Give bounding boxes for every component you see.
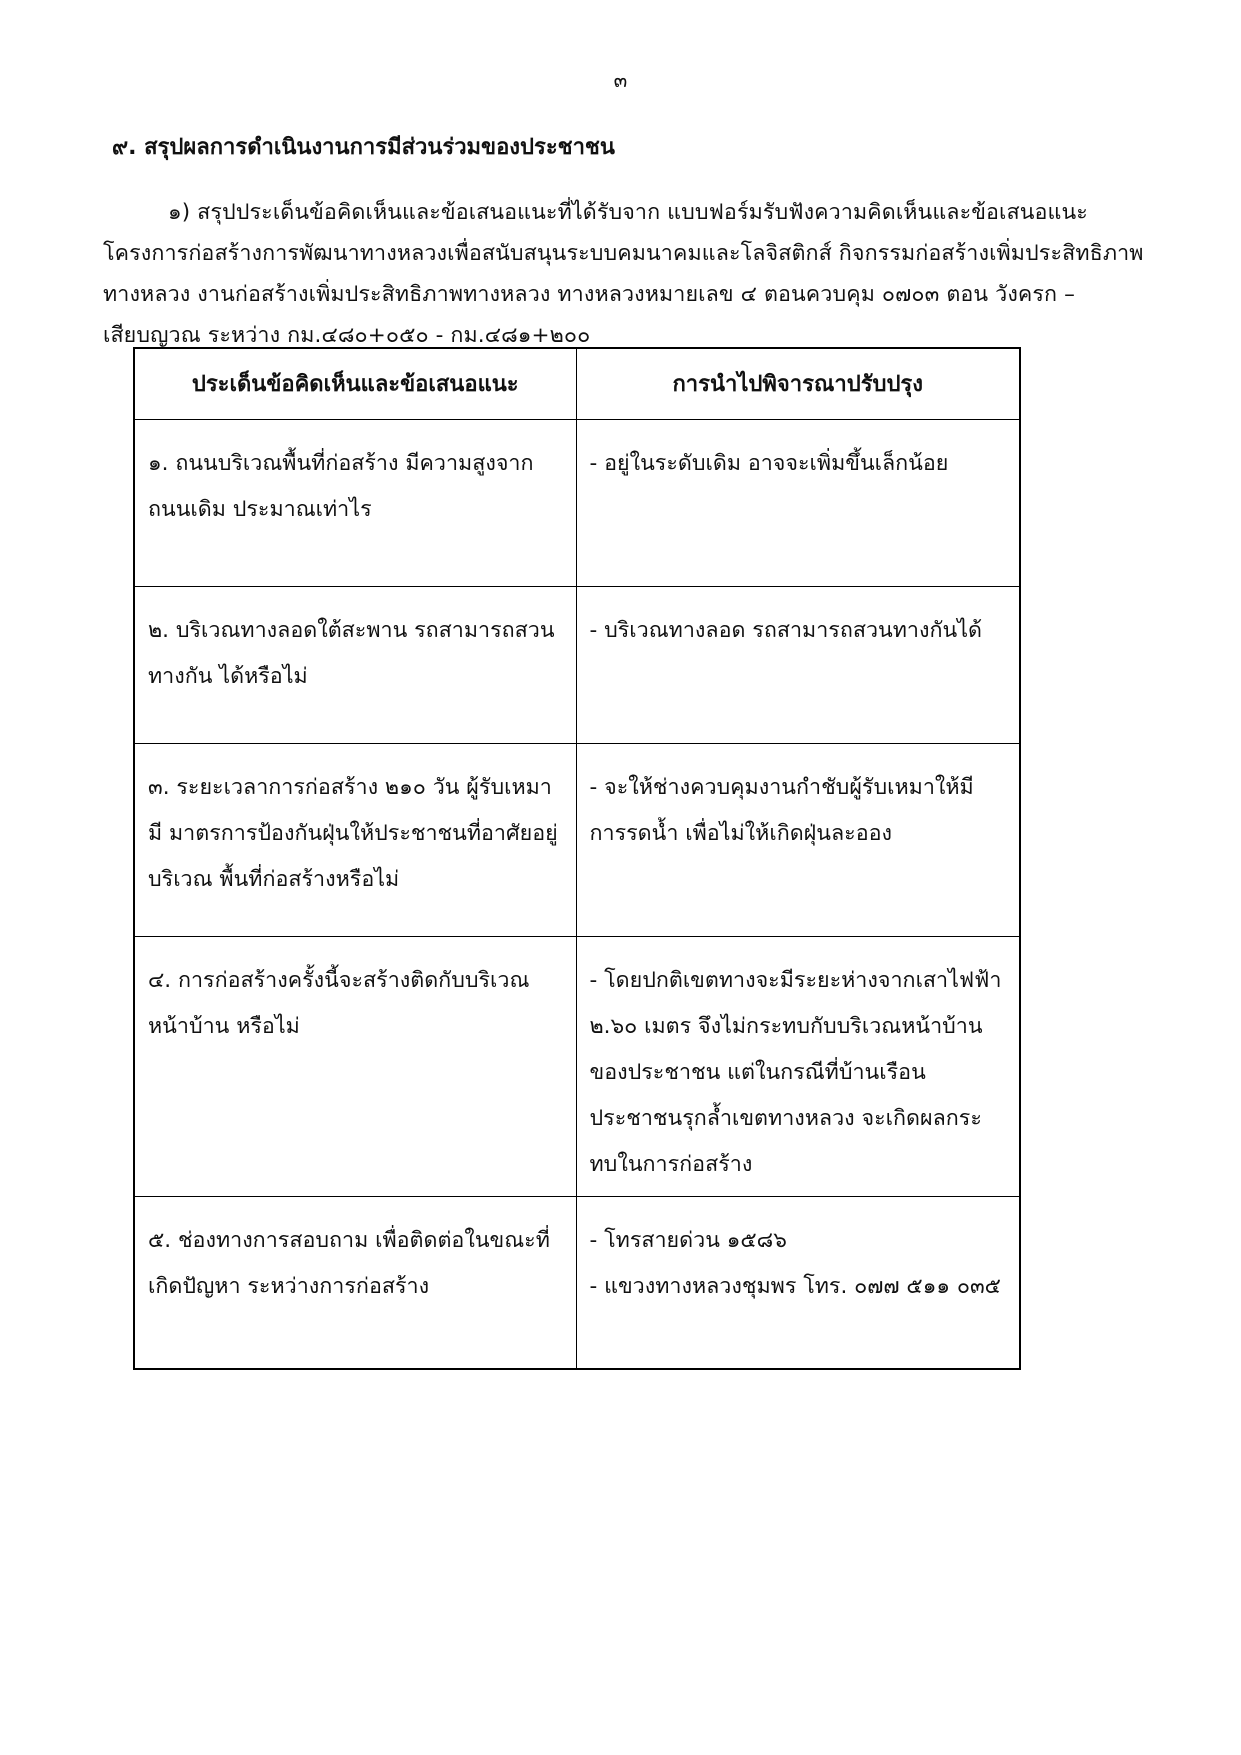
page-number: ๓	[613, 68, 628, 92]
resolution-cell	[576, 586, 1020, 743]
issue-text: ๔. การก่อสร้างครั้งนี้จะสร้างติดกับบริเวณหน้าบ้าน หรือไม่	[148, 967, 530, 1039]
issue-cell	[134, 743, 576, 936]
issue-cell	[134, 419, 576, 586]
issue-text: ๕. ช่องทางการสอบถาม เพื่อติดต่อในขณะที่เกิดปัญหา ระหว่างการก่อสร้าง	[148, 1227, 550, 1299]
resolution-text: - บริเวณทางลอด รถสามารถสวนทางกันได้	[589, 617, 982, 643]
issue-cell	[134, 1196, 576, 1369]
column-header-issues: ประเด็นข้อคิดเห็นและข้อเสนอแนะ	[134, 348, 576, 419]
issue-text: ๒. บริเวณทางลอดใต้สะพาน รถสามารถสวนทางกัน ได้หรือไม่	[148, 617, 555, 689]
resolution-text: - อยู่ในระดับเดิม อาจจะเพิ่มขึ้นเล็กน้อย	[589, 450, 949, 476]
resolution-cell	[576, 743, 1020, 936]
resolution-cell	[576, 419, 1020, 586]
paragraph-line-3: ทางหลวง งานก่อสร้างเพิ่มประสิทธิภาพทางหลวง ทางหลวงหมายเลข ๔ ตอนควบคุม ๐๗๐๓ ตอน วังครก –	[103, 282, 1075, 307]
resolution-text-line-2: - แขวงทางหลวงชุมพร โทร. ๐๗๗ ๕๑๑ ๐๓๕	[589, 1273, 1001, 1299]
issue-cell	[134, 936, 576, 1196]
column-header-actions: การนำไปพิจารณาปรับปรุง	[576, 348, 1020, 419]
intro-paragraph	[103, 192, 1148, 356]
table-row	[134, 586, 1020, 743]
resolution-text-line-1: - โทรสายด่วน ๑๕๘๖	[589, 1227, 787, 1253]
paragraph-line-4: เสียบญวณ ระหว่าง กม.๔๘๐+๐๕๐ - กม.๔๘๑+๒๐๐	[103, 323, 591, 348]
table-row	[134, 936, 1020, 1196]
issue-cell	[134, 586, 576, 743]
paragraph-line-1: ๑) สรุปประเด็นข้อคิดเห็นและข้อเสนอแนะที่ได้รับจาก แบบฟอร์มรับฟังความคิดเห็นและข้อเสนอแนะ	[168, 200, 1088, 225]
section-heading: ๙. สรุปผลการดำเนินงานการมีส่วนร่วมของประชาชน	[112, 135, 615, 160]
issue-text: ๑. ถนนบริเวณพื้นที่ก่อสร้าง มีความสูงจากถนนเดิม ประมาณเท่าไร	[148, 450, 534, 522]
resolution-text: - จะให้ช่างควบคุมงานกำชับผู้รับเหมาให้มีการรดน้ำ เพื่อไม่ให้เกิดฝุ่นละออง	[589, 774, 974, 846]
table-row	[134, 419, 1020, 586]
resolution-cell	[576, 1196, 1020, 1369]
table-header-row	[134, 348, 1020, 419]
feedback-table	[133, 347, 1021, 1370]
table-row	[134, 743, 1020, 936]
table-row	[134, 1196, 1020, 1369]
issue-text: ๓. ระยะเวลาการก่อสร้าง ๒๑๐ วัน ผู้รับเหมามี มาตรการป้องกันฝุ่นให้ประชาชนที่อาศัยอยู่บริเวณ พื้นที่ก่อสร้างหรือไม่	[148, 774, 558, 892]
resolution-text: - โดยปกติเขตทางจะมีระยะห่างจากเสาไฟฟ้า ๒.๖๐ เมตร จึงไม่กระทบกับบริเวณหน้าบ้านของประชาชน แต่ในกรณีที่บ้านเรือนประชาชนรุกล้ำเขตทางหลวง จะเกิดผลกระทบในการก่อสร้าง	[589, 967, 1002, 1177]
resolution-cell	[576, 936, 1020, 1196]
paragraph-line-2: โครงการก่อสร้างการพัฒนาทางหลวงเพื่อสนับสนุนระบบคมนาคมและโลจิสติกส์ กิจกรรมก่อสร้างเพิ่มประสิทธิภาพ	[103, 241, 1144, 266]
